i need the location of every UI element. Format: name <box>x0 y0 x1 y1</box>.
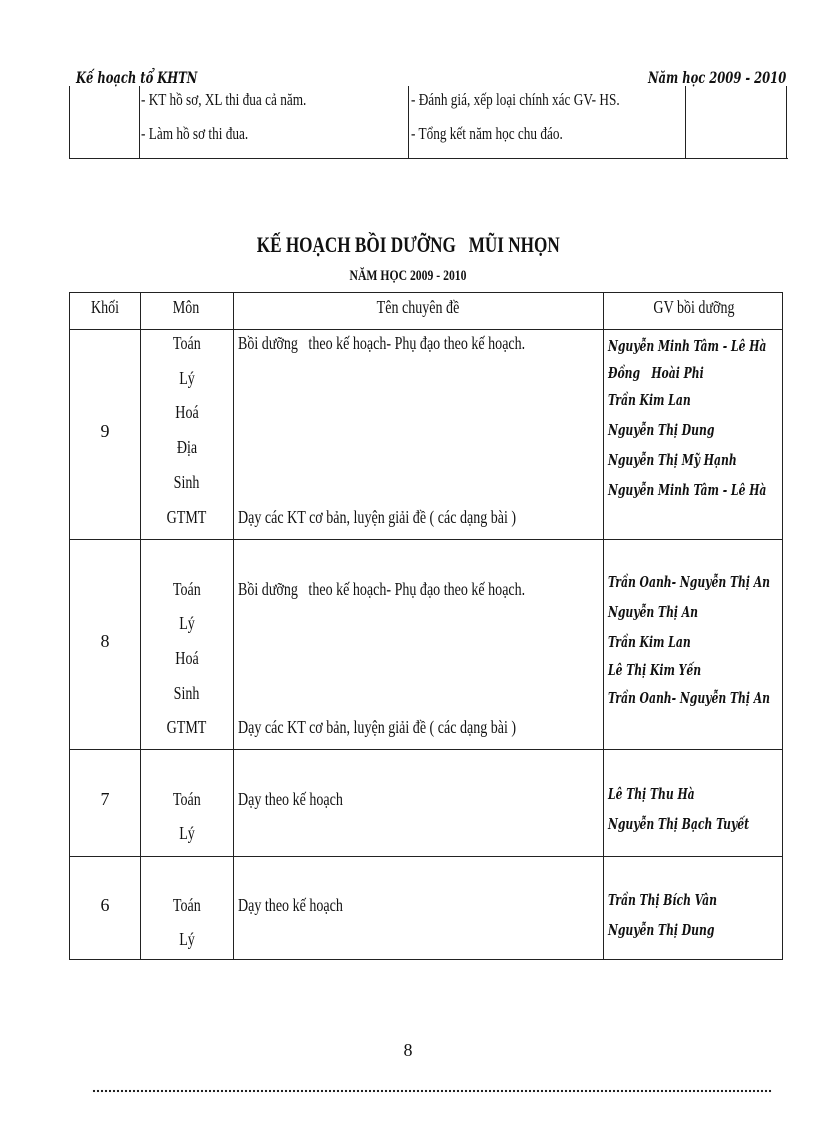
subject: Sinh <box>173 683 200 703</box>
topic: Dạy theo kế hoạch <box>238 789 343 809</box>
grade-cell: 8 <box>100 631 110 651</box>
grade-cell: 9 <box>100 421 110 441</box>
previous-table-fragment <box>69 86 788 159</box>
header-right: Năm học 2009 - 2010 <box>648 68 787 87</box>
teacher: Nguyễn Minh Tâm - Lê Hà <box>608 481 767 499</box>
teacher: Trần Oanh- Nguyễn Thị An <box>608 689 770 707</box>
subject: Sinh <box>173 472 200 492</box>
header-left: Kế hoạch tổ KHTN <box>76 68 198 87</box>
subject: Lý <box>178 613 195 633</box>
grade-cell: 6 <box>100 895 110 915</box>
column-header: Khối <box>90 297 120 317</box>
subject: Toán <box>172 895 201 915</box>
topic: Bồi dưỡng theo kế hoạch- Phụ đạo theo kế hoạch. <box>238 579 526 599</box>
subject: GTMT <box>166 717 207 737</box>
teacher: Nguyễn Thị Bạch Tuyết <box>608 815 750 833</box>
subject: GTMT <box>166 507 207 527</box>
topic: Bồi dưỡng theo kế hoạch- Phụ đạo theo kế hoạch. <box>238 333 526 353</box>
teacher: Trần Kim Lan <box>608 391 691 409</box>
teacher: Lê Thị Thu Hà <box>608 785 695 803</box>
teacher: Trần Kim Lan <box>608 633 691 651</box>
teacher: Nguyễn Thị Dung <box>608 421 715 439</box>
subject: Hoá <box>174 648 199 668</box>
fragment-text: - KT hồ sơ, XL thi đua cả năm. <box>141 90 307 109</box>
teacher: Nguyễn Minh Tâm - Lê Hà <box>608 337 767 355</box>
fragment-text: - Làm hồ sơ thi đua. <box>141 124 249 143</box>
teacher: Trần Thị Bích Vân <box>608 891 717 909</box>
training-plan-table <box>69 292 783 960</box>
subject: Toán <box>172 579 201 599</box>
page-title: KẾ HOẠCH BỒI DƯỠNG MŨI NHỌN <box>256 232 560 257</box>
page-subtitle: NĂM HỌC 2009 - 2010 <box>349 268 467 284</box>
subject: Lý <box>178 929 195 949</box>
subject: Địa <box>176 437 197 457</box>
teacher: Nguyễn Thị Mỹ Hạnh <box>608 451 737 469</box>
fragment-text: - Tổng kết năm học chu đáo. <box>411 124 563 143</box>
grade-cell: 7 <box>100 789 110 809</box>
topic: Dạy các KT cơ bản, luyện giải đề ( các dạng bài ) <box>238 717 517 737</box>
dotted-footer-line <box>92 1088 772 1094</box>
column-header: Môn <box>173 297 200 317</box>
teacher: Trần Oanh- Nguyễn Thị An <box>608 573 770 591</box>
subject: Hoá <box>174 402 199 422</box>
page-number: 8 <box>403 1040 413 1060</box>
teacher: Lê Thị Kim Yến <box>608 661 702 679</box>
column-header: GV bồi dưỡng <box>652 297 735 317</box>
teacher: Đồng Hoài Phi <box>608 364 704 382</box>
topic: Dạy theo kế hoạch <box>238 895 343 915</box>
column-header: Tên chuyên đề <box>376 297 460 317</box>
subject: Toán <box>172 333 201 353</box>
teacher: Nguyễn Thị Dung <box>608 921 715 939</box>
teacher: Nguyễn Thị An <box>608 603 699 621</box>
subject: Toán <box>172 789 201 809</box>
topic: Dạy các KT cơ bản, luyện giải đề ( các dạng bài ) <box>238 507 517 527</box>
subject: Lý <box>178 368 195 388</box>
subject: Lý <box>178 823 195 843</box>
fragment-text: - Đánh giá, xếp loại chính xác GV- HS. <box>411 90 620 109</box>
